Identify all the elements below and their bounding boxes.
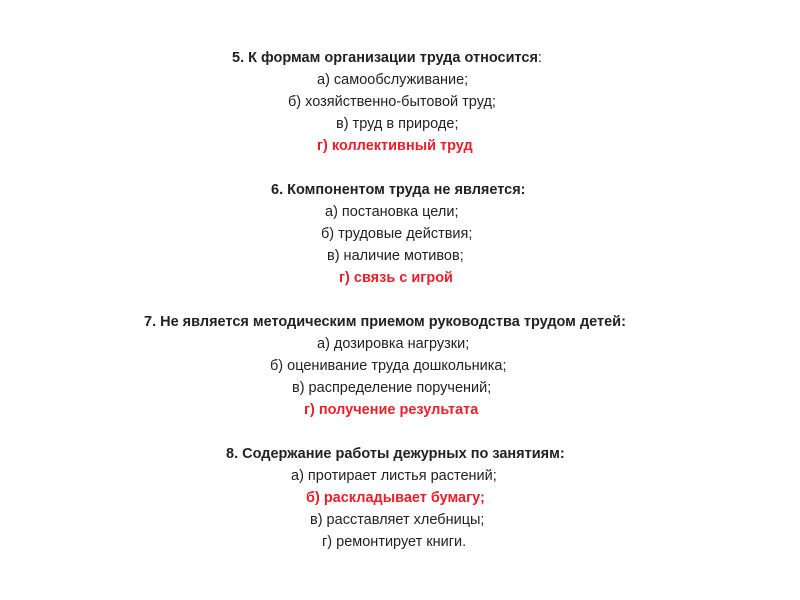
question-6-option-b: б) трудовые действия; [321, 226, 473, 242]
question-5-option-c: в) труд в природе; [336, 116, 459, 132]
question-8-option-b-correct: б) раскладывает бумагу; [306, 490, 485, 506]
question-5-title-text: 5. К формам организации труда относится [232, 50, 538, 66]
question-6-option-c: в) наличие мотивов; [327, 248, 464, 264]
question-5-title [232, 48, 542, 68]
question-8-title: 8. Содержание работы дежурных по занятиям: [226, 446, 565, 462]
question-8-option-c: в) расставляет хлебницы; [310, 512, 485, 528]
question-8-option-a: а) протирает листья растений; [291, 468, 497, 484]
question-5-title-colon: : [537, 50, 542, 66]
question-7-option-c: в) распределение поручений; [292, 380, 492, 396]
question-5-option-b: б) хозяйственно-бытовой труд; [288, 94, 496, 110]
question-5-option-a: а) самообслуживание; [317, 72, 469, 88]
question-6-option-d-correct: г) связь с игрой [339, 270, 453, 286]
question-7-option-d-correct: г) получение результата [304, 402, 479, 418]
question-8-option-d: г) ремонтирует книги. [322, 534, 467, 550]
question-7-title: 7. Не является методическим приемом руководства трудом детей: [144, 314, 626, 330]
question-7-option-a: а) дозировка нагрузки; [317, 336, 470, 352]
question-6-title: 6. Компонентом труда не является: [271, 182, 526, 198]
question-6-option-a: а) постановка цели; [325, 204, 459, 220]
question-7-option-b: б) оценивание труда дошкольника; [270, 358, 507, 374]
question-5-option-d-correct: г) коллективный труд [317, 138, 473, 154]
